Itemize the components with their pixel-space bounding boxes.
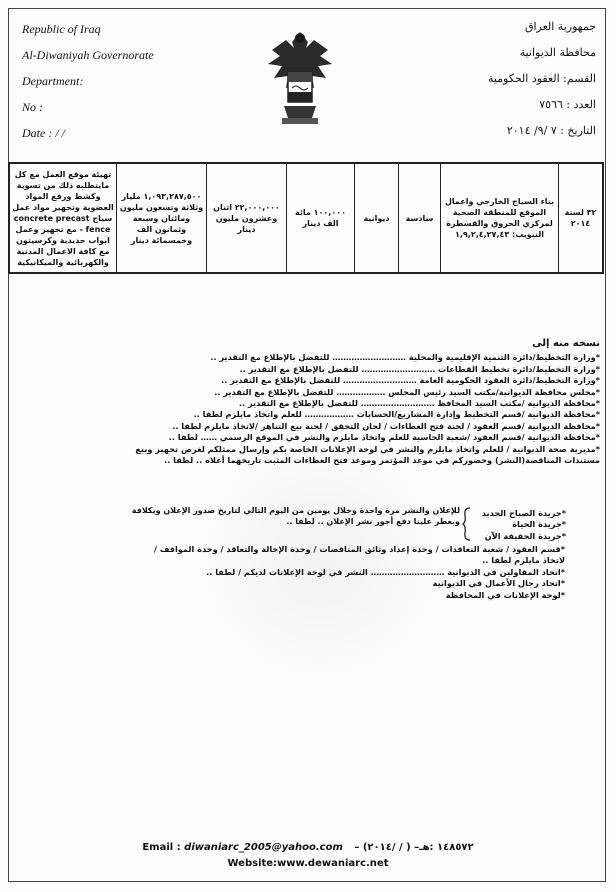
table-cell-seq: ٣٢ لسنة ٢٠١٤ (558, 164, 602, 272)
copies-item: *محافظة الديوانية /قسم العقود / لجنة فتح العطاءات / لجان التحقق / لجنة بيع التناهر /لاتخاذ مايلزم لطفا .. (172, 420, 600, 431)
copies-item: مستندات المناقصة(النشر) وحضوركم في موعد المؤتمر وموعد فتح العطاءات المثبت تاريخهما أعلاه .. لطفا .. (164, 455, 600, 466)
table-cell-grade: سادسة (398, 164, 440, 272)
brace-icon (462, 507, 472, 541)
newspaper-item: *جريدة الحقيقة الآن (484, 530, 566, 541)
copies-item: *اتحاد المقاولين في الديوانية ……………………… النشر في لوحة الإعلانات لديكم / لطفا .. (206, 566, 565, 577)
table-cell-sector: ديوانية (354, 164, 398, 272)
header-ar-number: العدد : ٧٥٦٦ (539, 98, 596, 111)
footer-email[interactable]: diwaniarc_2005@yahoo.com (184, 842, 343, 853)
header-ar-republic: جمهورية العراق (524, 20, 596, 33)
newspaper-item: *جريدة الحياة (512, 519, 566, 530)
newspaper-note (70, 505, 460, 527)
header-english (22, 16, 222, 146)
copies-item: *اتحاد رجال الأعمال في الديوانية (432, 578, 565, 589)
header-ar-date: التاريخ : ٧ /٩/ ٢٠١٤ (506, 124, 596, 137)
table-cell-guarantee: ٢٢,٠٠٠,٠٠٠ اثنان وعشرون مليون دينار (206, 164, 286, 272)
copies-item: *قسم العقود / شعبة التعاقدات / وحدة إعداد وثائق المناقصات / وحدة الإحالة والتعاقد / وحدة المواقف / لاتخاذ مايلزم لطفا .. (154, 544, 565, 566)
table-cell-cost: ١,٠٩٣,٢٨٧,٥٠٠ مليار وثلاثة وتسعون مليون ومائتان وسبعة وثمانون الف وخمسمائة دينار (116, 164, 206, 272)
header-en-department: Department: (22, 74, 84, 88)
newspaper-item: *جريدة الصباح الجديد (481, 508, 566, 518)
header-en-governorate: Al-Diwaniyah Governorate (22, 48, 154, 62)
copies-item: *محافظة الديوانية /قسم العقود /شعبة الحاسبة للعلم واتخاذ مايلزم والنشر في الموقع الرسمي …… لطفا .. (168, 432, 600, 443)
header-en-republic: Republic of Iraq (22, 22, 101, 36)
copies-list-tail (150, 544, 565, 601)
copies-title: نسخه منه إلى (532, 338, 600, 349)
footer (0, 840, 616, 872)
newspaper-list (476, 508, 566, 542)
table-cell-details: تهيئة موقع العمل مع كل مايتطلبه ذلك من تسوية وكشط ورفع المواد العضوية وتجهيز مواد عمل سياج concrete precast - fence مع تجهيز وعمل ابواب حديدية وكرسيتون مع كافة الاعمال المدنية والكهربائية والميكانيكية (12, 169, 114, 267)
iraq-eagle-emblem-icon (262, 26, 338, 130)
header-arabic (406, 14, 596, 144)
header-en-number: No : (22, 100, 43, 114)
copies-item: *وزارة التخطيط/دائرة التنمية الإقليمية والمحلية ……………………… للتفضل بالإطلاع مع التقدير .. (210, 352, 600, 363)
header-en-date: Date : / / (22, 126, 65, 140)
tender-table (8, 162, 604, 274)
copies-item: *محافظة الديوانية /قسم التخطيط وإدارة المشاريع/الحسابات ……………… للعلم واتخاذ مايلزم لطفا .. (193, 409, 600, 420)
footer-phone: – (٢٠١٤/ / ) –١٤٨٥٧٢ :هـ (354, 842, 474, 853)
copies-item: *وزارة التخطيط/دائرة العقود الحكومية العامة ……………………… للتفضل بالإطلاع مع التقدير .. (221, 375, 600, 386)
newspaper-note-line: وبعطر علينا دفع أجور نشر الإعلان .. لطفا .. (286, 517, 460, 526)
footer-website[interactable]: Website:www.dewaniarc.net (227, 858, 389, 869)
header-ar-governorate: محافظة الديوانية (519, 46, 596, 59)
copies-item: *وزارة التخطيط/دائرة تخطيط القطاعات ……………………… للتفضل بالإطلاع مع التقدير .. (239, 363, 600, 374)
newspaper-note-line: للإعلان والنشر مرة واحدة وخلال يومين من اليوم التالي لتاريخ صدور الإعلان ويكلافة (131, 506, 460, 515)
copies-item: *مديرية صحة الديوانية / للعلم واتخاذ مايلزم والنشر في لوحة الإعلانات الخاصة بكم وإرسال ممثلكم لغرض تجهيز وبيع (135, 443, 600, 454)
footer-contact (0, 840, 616, 856)
copies-item: *محافظة الديوانية /مكتب السيد المحافظ ……………………… للتفضل بالإطلاع مع التقدير .. (238, 398, 600, 409)
table-cell-doc-price: ١٠٠,٠٠٠ مائة الف دينار (286, 164, 354, 272)
copies-item: *مجلس محافظة الديوانية/مكتب السيد رئيس المجلس ……………… للتفضل بالإطلاع مع التقدير .. (214, 386, 600, 397)
header-ar-department: القسم: العقود الحكومية (487, 72, 596, 85)
copies-list (20, 338, 600, 466)
table-cell-project: بناء السياج الخارجي واعمال الموقع للمنطقة الصحية لمركزي الحروق والقسطرة التبويب: ١,٩,٢,٤,٢٧,٤٣ (440, 164, 558, 272)
copies-item: *لوحة الإعلانات في المحافظة (445, 589, 565, 600)
footer-email-label: Email : (142, 842, 181, 853)
